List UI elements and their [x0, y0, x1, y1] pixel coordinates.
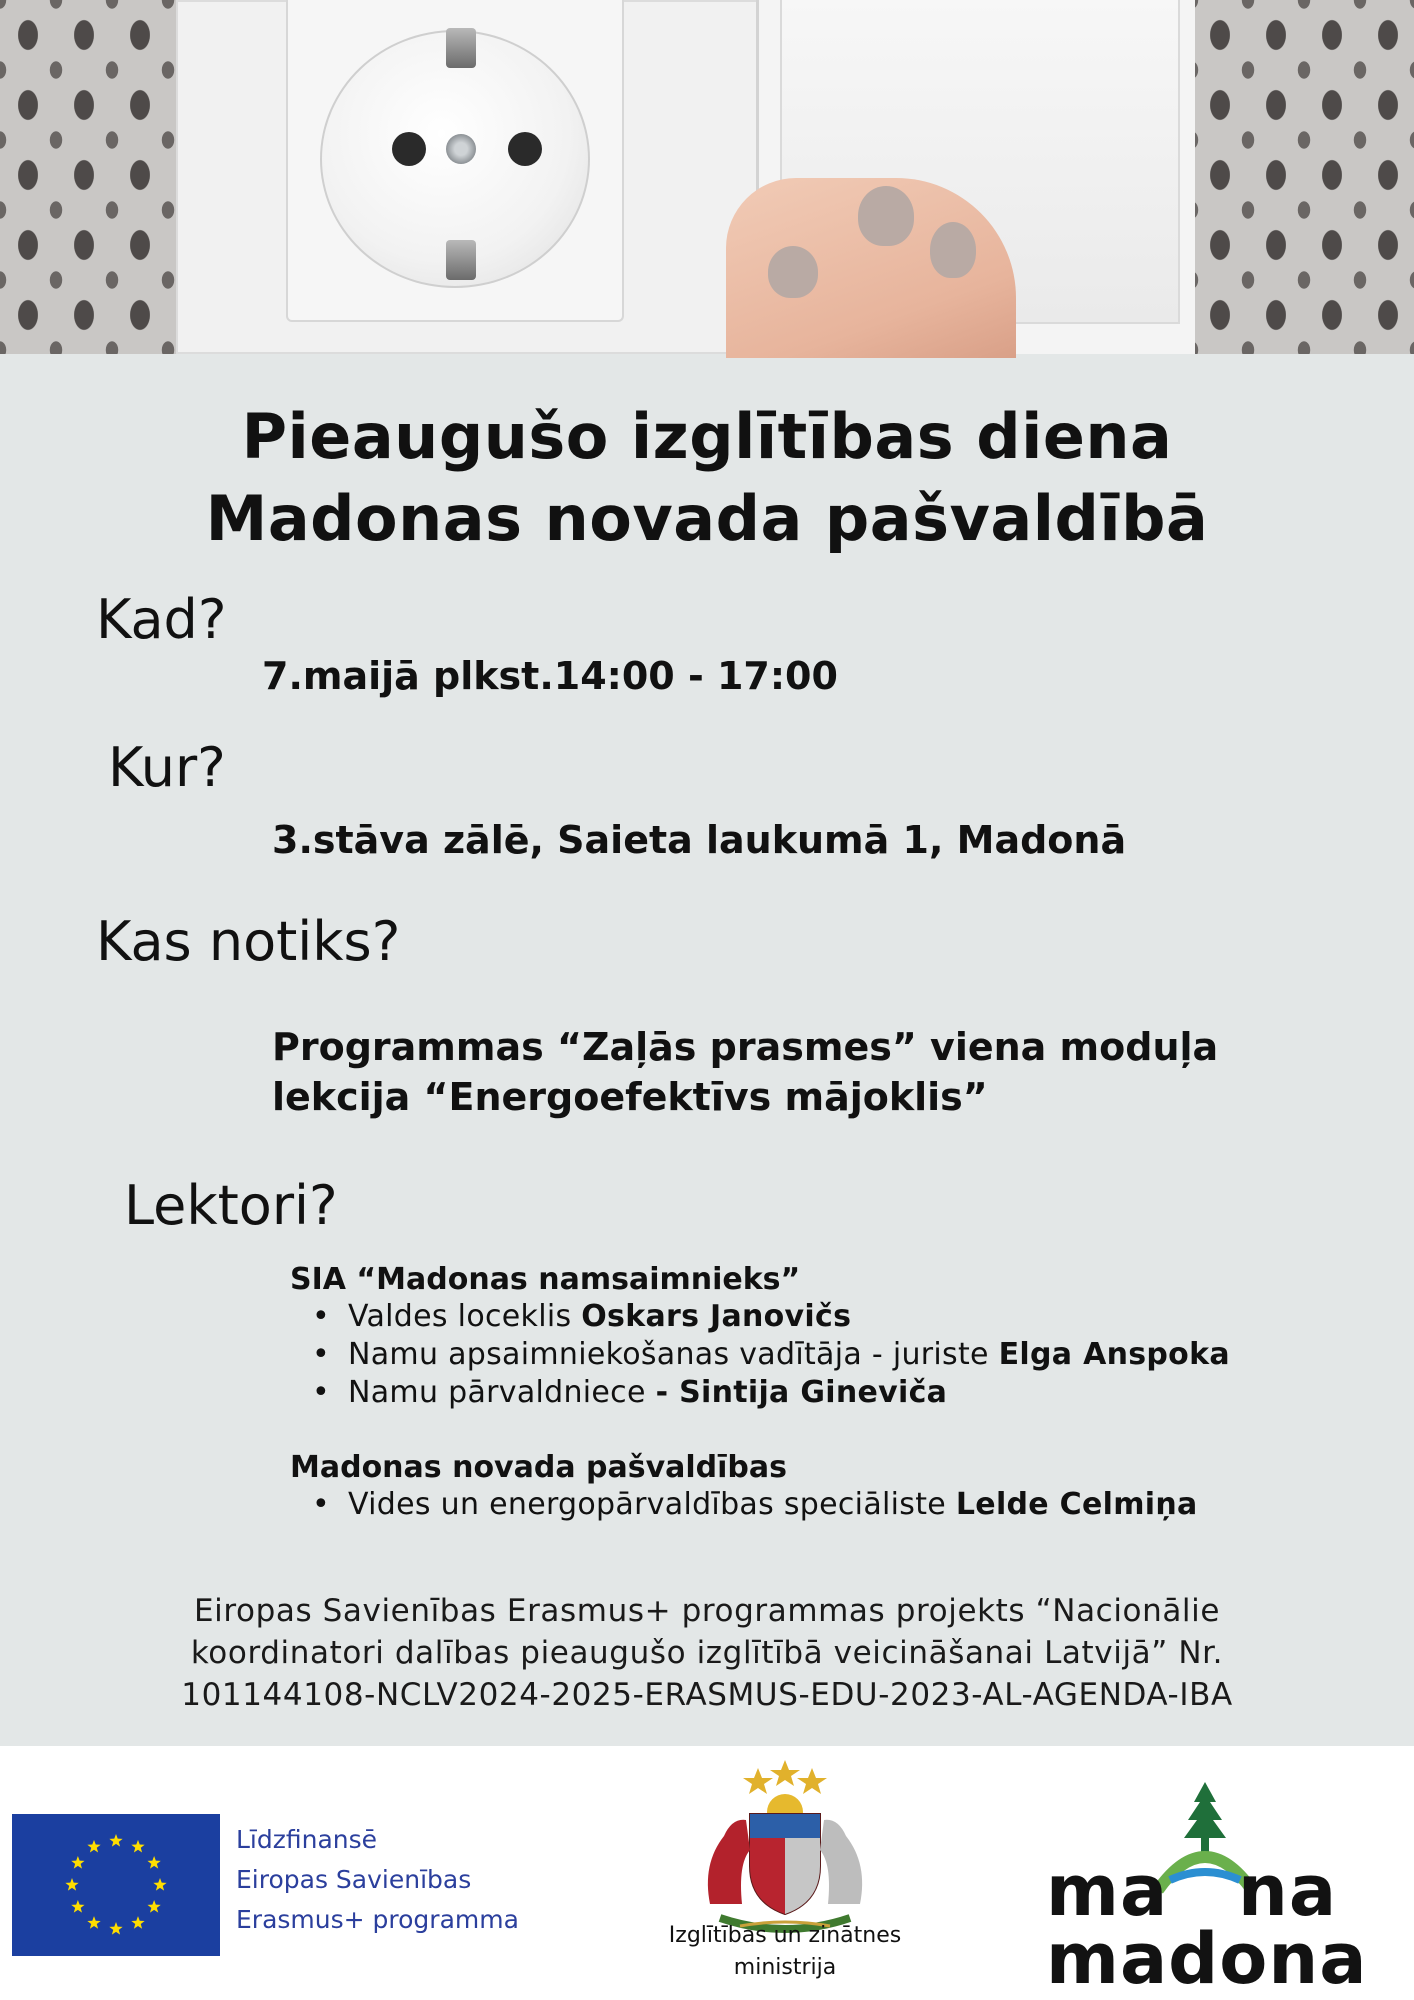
eu-flag [12, 1814, 220, 1956]
socket-hole-left [392, 132, 426, 166]
eu-stars-icon [12, 1814, 220, 1956]
project-line-2: koordinatori dalības pieaugušo izglītībā veicināšanai Latvijā” Nr. [190, 1635, 1224, 1671]
list-item [290, 1486, 1198, 1524]
eu-star [109, 1922, 122, 1935]
title-line-2: Madonas novada pašvaldībā [205, 482, 1209, 555]
ministry-line-1: Izglītības un zinātnes [668, 1923, 902, 1948]
lecturer-role: Valdes loceklis [348, 1299, 582, 1334]
lecturers-label: Lektori? [124, 1174, 338, 1237]
socket-screw [446, 134, 476, 164]
eu-text-line-3: Erasmus+ programma [236, 1905, 519, 1934]
list-item [290, 1336, 1230, 1374]
eu-star [71, 1900, 84, 1913]
eu-star [87, 1840, 100, 1853]
project-note [0, 1590, 1414, 1716]
socket-clip-bottom [446, 240, 476, 280]
lecturer-role: Namu apsaimniekošanas vadītāja - juriste [348, 1337, 999, 1372]
madona-logo-word: na [1238, 1850, 1338, 1932]
lecturer-org: SIA “Madonas namsaimnieks” [290, 1262, 801, 1297]
eu-star [147, 1900, 160, 1913]
madona-logo-word: madona [1046, 1918, 1368, 2000]
lecturer-role: Vides un energopārvaldības speciāliste [348, 1487, 956, 1522]
lecturer-role: Namu pārvaldniece [348, 1375, 656, 1410]
fingernail [930, 222, 976, 278]
eu-text-line-2: Eiropas Savienības [236, 1865, 472, 1894]
lecturer-name: - Sintija Ginevičа [655, 1375, 948, 1410]
bullet-icon: • [312, 1337, 330, 1372]
lecturer-name: Oskars Janovičs [581, 1299, 852, 1334]
eu-star [131, 1840, 144, 1853]
fingernail [768, 246, 818, 298]
title-line-1: Pieaugušo izglītības diena [241, 400, 1173, 473]
socket-clip-top [446, 28, 476, 68]
what-line-1: Programmas “Zaļās prasmes” viena moduļa [272, 1025, 1219, 1069]
lecturer-list [290, 1298, 1230, 1412]
what-value [272, 1022, 1272, 1122]
page-title [0, 396, 1414, 560]
bullet-icon: • [312, 1299, 330, 1334]
lecturer-org: Madonas novada pašvaldības [290, 1450, 788, 1485]
eu-star [131, 1916, 144, 1929]
what-line-2: lekcija “Energoefektīvs mājoklis” [272, 1075, 988, 1119]
wallpaper-left [0, 0, 186, 354]
eu-star [65, 1878, 78, 1891]
list-item [290, 1298, 1230, 1336]
where-label: Kur? [108, 736, 226, 799]
eu-text-line-1: Līdzfinansē [236, 1825, 378, 1854]
when-value: 7.maijā plkst.14:00 - 17:00 [262, 654, 838, 698]
project-line-3: 101144108-NCLV2024-2025-ERASMUS-EDU-2023-AL-AGENDA-IBA [181, 1677, 1233, 1713]
eu-cofunding-text [236, 1820, 519, 1940]
ministry-line-2: ministrija [733, 1955, 837, 1980]
list-item [290, 1374, 1230, 1412]
wallpaper-right [1192, 0, 1414, 354]
when-label: Kad? [96, 588, 227, 651]
bullet-icon: • [312, 1487, 330, 1522]
lecturer-name: Elga Anspoka [998, 1337, 1230, 1372]
eu-star [147, 1856, 160, 1869]
eu-star [87, 1916, 100, 1929]
bullet-icon: • [312, 1375, 330, 1410]
eu-star [71, 1856, 84, 1869]
eu-star [109, 1834, 122, 1847]
madona-logo-word: ma [1046, 1850, 1169, 1932]
project-line-1: Eiropas Savienības Erasmus+ programmas projekts “Nacionālie [193, 1593, 1221, 1629]
lecturer-name: Lelde Celmiņa [955, 1487, 1198, 1522]
where-value: 3.stāva zālē, Saieta laukumā 1, Madonā [272, 818, 1127, 862]
coat-of-arms-icon [680, 1754, 890, 1934]
socket-hole-right [508, 132, 542, 166]
ministry-name [600, 1920, 970, 1984]
lecturer-list [290, 1486, 1198, 1524]
fingernail [858, 186, 914, 246]
what-label: Kas notiks? [96, 910, 401, 973]
eu-star [153, 1878, 166, 1891]
